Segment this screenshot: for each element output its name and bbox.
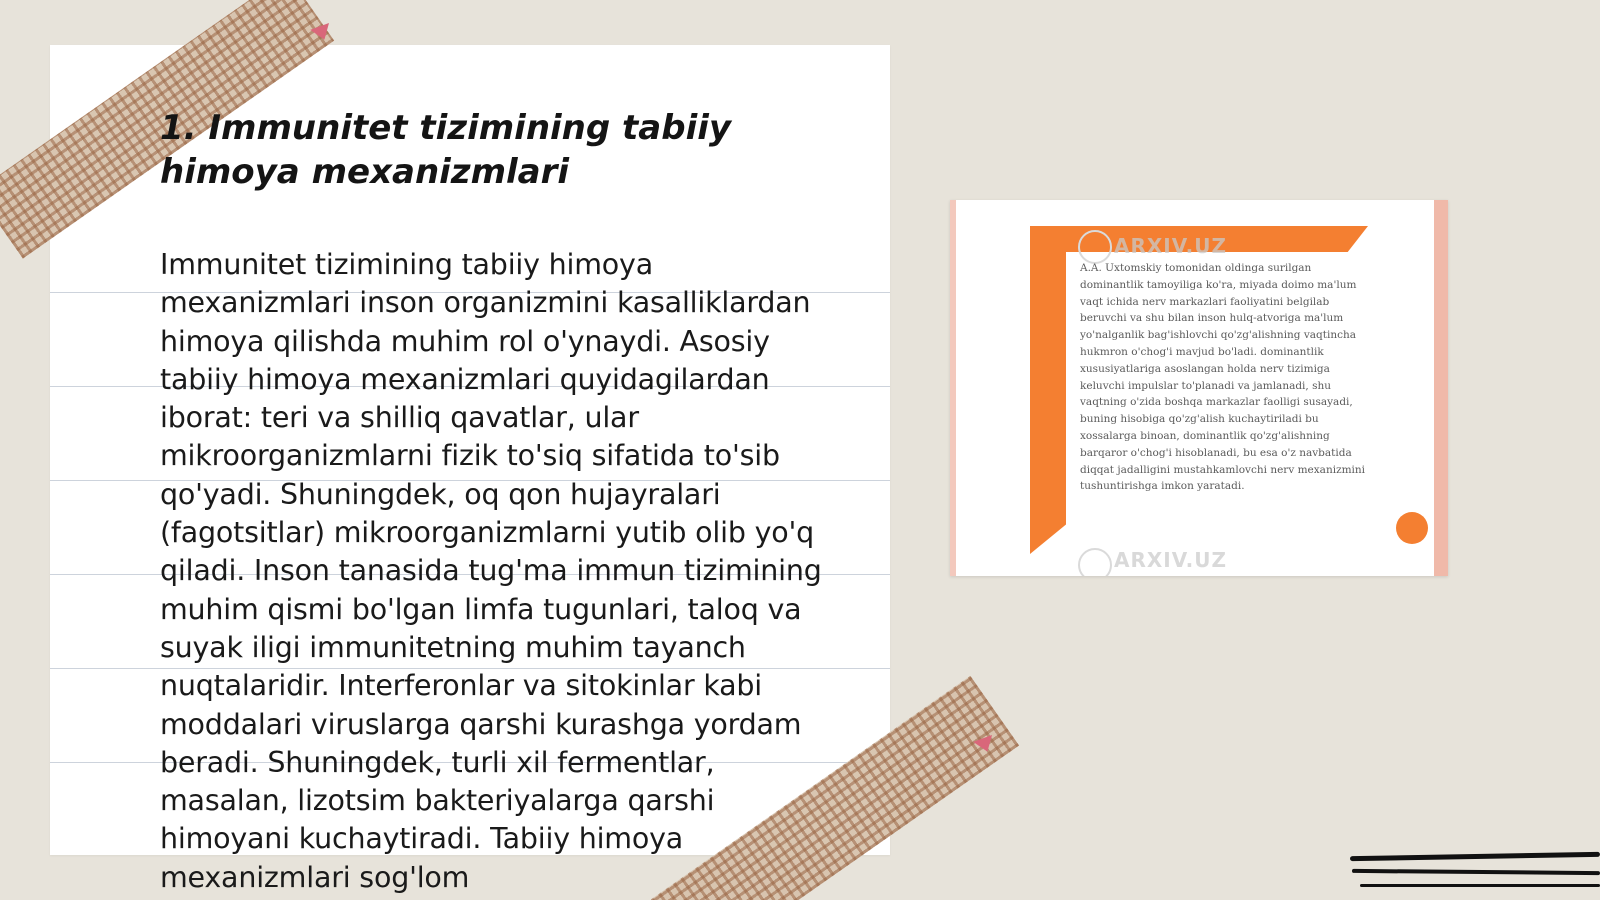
watermark-logo-icon [1078, 548, 1112, 576]
embedded-image [950, 200, 1448, 576]
image-text: A.A. Uxtomskiy tomonidan oldinga surilgan dominantlik tamoyiliga ko'ra, miyada doimo ma'lum vaqt ichida nerv markazlari faoliyatini belgilab beruvchi va shu bilan inson hulq-atvoriga ma'lum yo'nalganlik bag'ishlovchi qo'zg'alishning vaqtincha hukmron o'chog'i mavjud bo'ladi. dominantlik xususiyatlariga asoslangan holda nerv tizimiga keluvchi impulslar to'planadi va jamlanadi, shu vaqtning o'zida boshqa markazlar faolligi susayadi, buning hisobiga qo'zg'alish kuchaytiriladi bu xossalarga binoan, dominantlik qo'zg'alishning barqaror o'chog'i hisoblanadi, bu esa o'z navbatida diqqat jadalligini mustahkamlovchi nerv mexanizmini tushuntirishga imkon yaratadi. [1080, 262, 1366, 493]
slide-body-text: Immunitet tizimining tabiiy himoya mexanizmlari inson organizmini kasalliklardan himoya qilishda muhim rol o'ynaydi. Asosiy tabiiy himoya mexanizmlari quyidagilardan iborat: teri va shilliq qavatlar, ular mikroorganizmlarni fizik to'siq sifatida to'sib qo'yadi. Shuningdek, oq qon hujayralari (fagotsitlar) mikroorganizmlarni yutib olib yo'q qiladi. Inson tanasida tug'ma immun tizimining muhim qismi bo'lgan limfa tugunlari, taloq va suyak iligi immunitetning muhim tayanch nuqtalaridir. Interferonlar va sitokinlar kabi moddalari viruslarga qarshi kurashga yordam beradi. Shuningdek, turli xil fermentlar, masalan, lizotsim bakteriyalarga qarshi himoyani kuchaytiradi. Tabiiy himoya mexanizmlari sog'lom [160, 248, 822, 894]
brush-stroke [1350, 852, 1600, 861]
image-right-edge [1434, 200, 1448, 576]
orange-dot [1396, 512, 1428, 544]
watermark-top: ARXIV.UZ [1114, 234, 1227, 258]
slide-title: 1. Immunitet tizimining tabiiy himoya mexanizmlari [160, 108, 732, 192]
image-left-edge [950, 200, 956, 576]
orange-frame-left [1030, 226, 1066, 554]
watermark-logo-icon [1078, 230, 1112, 264]
watermark-bottom: ARXIV.UZ [1114, 548, 1227, 572]
brush-stroke [1360, 884, 1600, 887]
brush-stroke [1352, 869, 1600, 875]
